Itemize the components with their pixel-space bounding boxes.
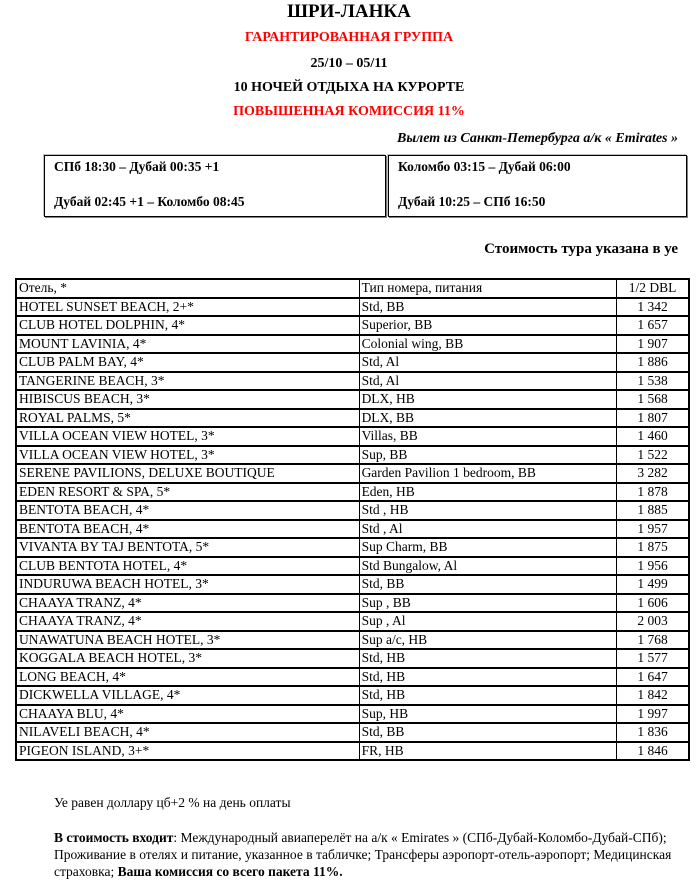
price-cell: 1 842 xyxy=(617,686,689,705)
outbound-flight-box xyxy=(44,155,386,217)
currency-note: Стоимость тура указана в уе xyxy=(484,241,678,257)
exchange-rate-note: Уе равен доллару цб+2 % на день оплаты xyxy=(54,795,291,810)
room-type-cell: Std Bungalow, Al xyxy=(359,557,617,576)
tour-dates: 25/10 – 05/11 xyxy=(310,56,388,71)
room-type-cell: DLX, BB xyxy=(359,409,617,428)
price-cell: 1 875 xyxy=(617,538,689,557)
room-type-cell: Sup , Al xyxy=(359,612,617,631)
table-row xyxy=(16,427,689,446)
table-row xyxy=(16,705,689,724)
room-type-cell: Garden Pavilion 1 bedroom, BB xyxy=(359,464,617,483)
hotel-cell: INDURUWA BEACH HOTEL, 3* xyxy=(16,575,359,594)
return-flight-box xyxy=(388,155,687,217)
table-row xyxy=(16,686,689,705)
room-type-cell: Superior, BB xyxy=(359,316,617,335)
hotel-cell: CLUB BENTOTA HOTEL, 4* xyxy=(16,557,359,576)
room-type-cell: Std , HB xyxy=(359,501,617,520)
hotel-cell: LONG BEACH, 4* xyxy=(16,668,359,687)
table-row xyxy=(16,464,689,483)
hotel-cell: MOUNT LAVINIA, 4* xyxy=(16,335,359,354)
price-cell: 1 577 xyxy=(617,649,689,668)
price-cell: 1 568 xyxy=(617,390,689,409)
table-row xyxy=(16,612,689,631)
hotel-cell: BENTOTA BEACH, 4* xyxy=(16,520,359,539)
price-cell: 2 003 xyxy=(617,612,689,631)
hotel-cell: NILAVELI BEACH, 4* xyxy=(16,723,359,742)
price-cell: 1 878 xyxy=(617,483,689,502)
hotel-cell: VILLA OCEAN VIEW HOTEL, 3* xyxy=(16,446,359,465)
price-cell: 1 522 xyxy=(617,446,689,465)
hotel-cell: EDEN RESORT & SPA, 5* xyxy=(16,483,359,502)
room-type-cell: Sup a/c, HB xyxy=(359,631,617,650)
table-row xyxy=(16,483,689,502)
table-row xyxy=(16,372,689,391)
hotel-cell: VILLA OCEAN VIEW HOTEL, 3* xyxy=(16,427,359,446)
included-services xyxy=(54,829,694,880)
price-cell: 1 768 xyxy=(617,631,689,650)
price-cell: 1 647 xyxy=(617,668,689,687)
includes-text: : Международный авиаперелёт на а/к « Emirates » (СПб-Дубай-Коломбо-Дубай-СПб); Проживание в отелях и питание, указанное в табличке; Трансферы аэропорт-отель-аэропорт; Медицинская страховка; xyxy=(54,830,672,879)
commission-banner: ПОВЫШЕННАЯ КОМИССИЯ 11% xyxy=(233,104,465,119)
table-row xyxy=(16,649,689,668)
includes-label: В стоимость входит xyxy=(54,830,174,845)
price-cell: 1 606 xyxy=(617,594,689,613)
hotel-cell: PIGEON ISLAND, 3+* xyxy=(16,742,359,761)
hotel-cell: CHAAYA TRANZ, 4* xyxy=(16,612,359,631)
room-type-cell: Std, HB xyxy=(359,649,617,668)
departure-info: Вылет из Санкт-Петербурга а/к « Emirates » xyxy=(396,131,678,146)
price-cell: 1 997 xyxy=(617,705,689,724)
page-title: ШРИ-ЛАНКА xyxy=(287,1,411,22)
table-row xyxy=(16,723,689,742)
hotel-cell: DICKWELLA VILLAGE, 4* xyxy=(16,686,359,705)
room-type-cell: Std , Al xyxy=(359,520,617,539)
room-type-cell: Std, Al xyxy=(359,353,617,372)
table-row xyxy=(16,353,689,372)
price-cell: 1 846 xyxy=(617,742,689,761)
room-type-cell: Std, HB xyxy=(359,668,617,687)
room-type-cell: Std, HB xyxy=(359,686,617,705)
hotel-cell: CLUB HOTEL DOLPHIN, 4* xyxy=(16,316,359,335)
price-cell: 1 807 xyxy=(617,409,689,428)
header-hotel: Отель, * xyxy=(16,279,359,298)
price-cell: 1 957 xyxy=(617,520,689,539)
price-cell: 1 538 xyxy=(617,372,689,391)
hotel-cell: CHAAYA TRANZ, 4* xyxy=(16,594,359,613)
hotel-cell: BENTOTA BEACH, 4* xyxy=(16,501,359,520)
room-type-cell: DLX, HB xyxy=(359,390,617,409)
hotel-cell: ROYAL PALMS, 5* xyxy=(16,409,359,428)
room-type-cell: Sup Charm, BB xyxy=(359,538,617,557)
table-row xyxy=(16,742,689,761)
hotel-cell: VIVANTA BY TAJ BENTOTA, 5* xyxy=(16,538,359,557)
hotel-cell: KOGGALA BEACH HOTEL, 3* xyxy=(16,649,359,668)
table-row xyxy=(16,668,689,687)
table-row xyxy=(16,298,689,317)
table-row xyxy=(16,501,689,520)
room-type-cell: Sup , BB xyxy=(359,594,617,613)
price-table xyxy=(15,278,690,761)
table-row xyxy=(16,538,689,557)
room-type-cell: Sup, BB xyxy=(359,446,617,465)
outbound-leg-1: СПб 18:30 – Дубай 00:35 +1 xyxy=(54,159,220,174)
table-row xyxy=(16,335,689,354)
room-type-cell: FR, HB xyxy=(359,742,617,761)
return-leg-1: Коломбо 03:15 – Дубай 06:00 xyxy=(398,159,571,174)
room-type-cell: Villas, BB xyxy=(359,427,617,446)
hotel-cell: HIBISCUS BEACH, 3* xyxy=(16,390,359,409)
table-row xyxy=(16,409,689,428)
table-row xyxy=(16,575,689,594)
room-type-cell: Colonial wing, BB xyxy=(359,335,617,354)
header-half-dbl: 1/2 DBL xyxy=(617,279,689,298)
group-guarantee-subtitle: ГАРАНТИРОВАННАЯ ГРУППА xyxy=(244,30,454,45)
price-cell: 1 460 xyxy=(617,427,689,446)
room-type-cell: Std, BB xyxy=(359,298,617,317)
price-cell: 1 907 xyxy=(617,335,689,354)
price-cell: 1 956 xyxy=(617,557,689,576)
price-cell: 1 836 xyxy=(617,723,689,742)
table-row xyxy=(16,594,689,613)
hotel-cell: TANGERINE BEACH, 3* xyxy=(16,372,359,391)
commission-note: Ваша комиссия со всего пакета 11%. xyxy=(117,864,343,879)
table-header-row xyxy=(16,279,689,298)
price-cell: 3 282 xyxy=(617,464,689,483)
room-type-cell: Std, Al xyxy=(359,372,617,391)
return-leg-2: Дубай 10:25 – СПб 16:50 xyxy=(398,194,546,209)
price-cell: 1 657 xyxy=(617,316,689,335)
hotel-cell: CLUB PALM BAY, 4* xyxy=(16,353,359,372)
price-cell: 1 499 xyxy=(617,575,689,594)
price-cell: 1 885 xyxy=(617,501,689,520)
table-row xyxy=(16,520,689,539)
table-row xyxy=(16,446,689,465)
table-row xyxy=(16,631,689,650)
hotel-cell: SERENE PAVILIONS, DELUXE BOUTIQUE xyxy=(16,464,359,483)
table-row xyxy=(16,390,689,409)
hotel-cell: HOTEL SUNSET BEACH, 2+* xyxy=(16,298,359,317)
table-row xyxy=(16,316,689,335)
room-type-cell: Eden, HB xyxy=(359,483,617,502)
header-room-type: Тип номера, питания xyxy=(359,279,617,298)
room-type-cell: Std, BB xyxy=(359,723,617,742)
price-cell: 1 886 xyxy=(617,353,689,372)
nights-info: 10 НОЧЕЙ ОТДЫХА НА КУРОРТЕ xyxy=(233,80,465,95)
hotel-cell: UNAWATUNA BEACH HOTEL, 3* xyxy=(16,631,359,650)
outbound-leg-2: Дубай 02:45 +1 – Коломбо 08:45 xyxy=(54,194,245,209)
room-type-cell: Std, BB xyxy=(359,575,617,594)
hotel-cell: CHAAYA BLU, 4* xyxy=(16,705,359,724)
table-row xyxy=(16,557,689,576)
room-type-cell: Sup, HB xyxy=(359,705,617,724)
price-cell: 1 342 xyxy=(617,298,689,317)
